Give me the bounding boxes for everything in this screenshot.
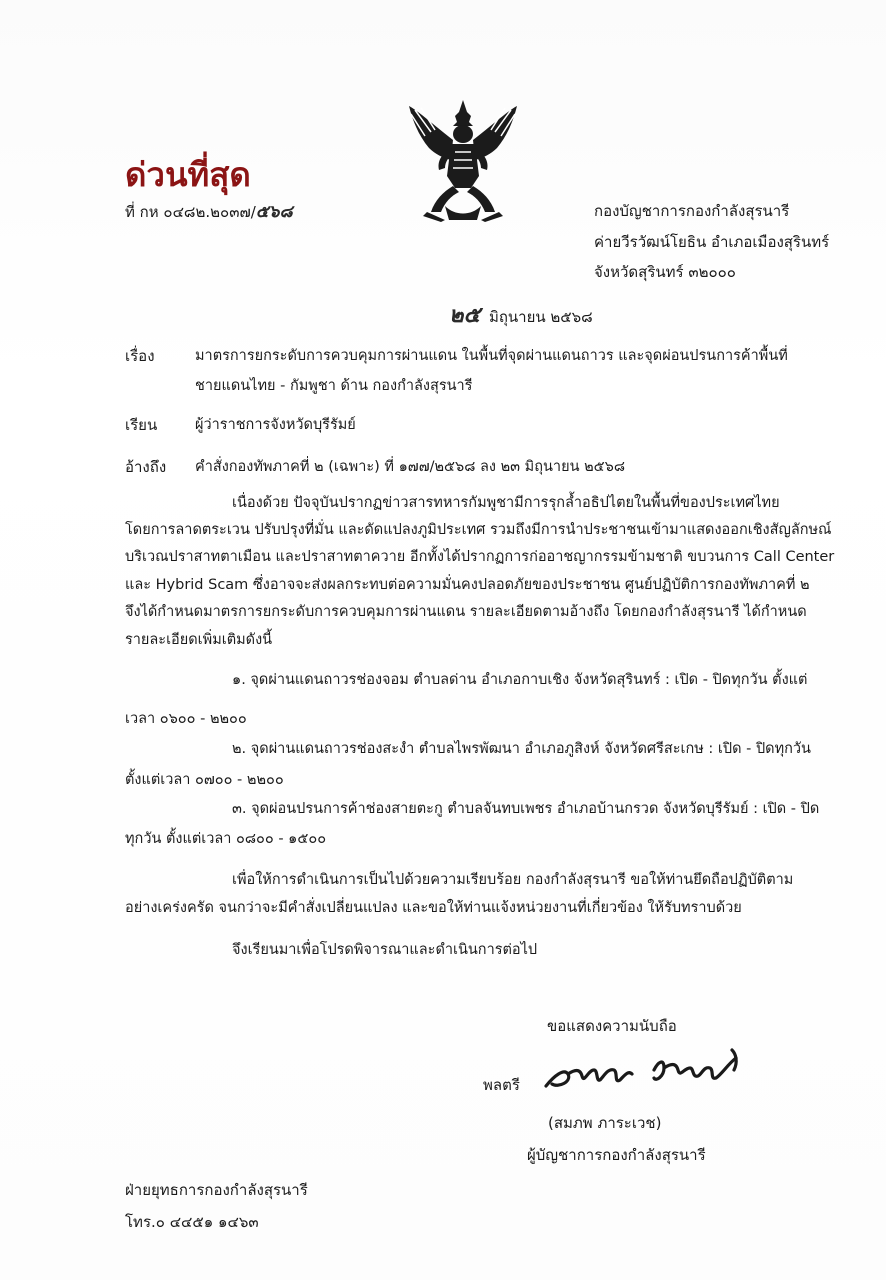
to-value: ผู้ว่าราชการจังหวัดบุรีรัมย์	[195, 417, 356, 433]
body-p1-line5: จึงได้กำหนดมาตรการยกระดับการควบคุมการผ่านแดน รายละเอียดตามอ้างถึง โดยกองกำลังสุรนารี ได้กำหนด	[125, 604, 807, 620]
closing-request: จึงเรียนมาเพื่อโปรดพิจารณาและดำเนินการต่อไป	[232, 942, 538, 958]
org-address-line1: กองบัญชาการกองกำลังสุรนารี	[594, 202, 790, 220]
regards-text: ขอแสดงความนับถือ	[547, 1017, 677, 1035]
body-p1-line4: และ Hybrid Scam ซึ่งอาจจะส่งผลกระทบต่อความมั่นคงปลอดภัยของประชาชน ศูนย์ปฏิบัติการกองทัพภาคที่ ๒	[125, 577, 810, 593]
org-address-line2: ค่ายวีรวัฒน์โยธิน อำเภอเมืองสุรินทร์	[594, 233, 830, 251]
date-day-handwritten: ๒๕	[449, 302, 481, 328]
subject-line1: มาตรการยกระดับการควบคุมการผ่านแดน ในพื้นที่จุดผ่านแดนถาวร และจุดผ่อนปรนการค้าพื้นที่	[195, 348, 788, 364]
signer-rank: พลตรี	[483, 1076, 520, 1094]
item2-line2: ตั้งแต่เวลา ๐๗๐๐ - ๒๒๐๐	[125, 772, 284, 788]
handwritten-signature	[538, 1040, 753, 1102]
ref-number: ๐๔๘๒.๒๐๓๗/	[163, 203, 256, 221]
item3-line2: ทุกวัน ตั้งแต่เวลา ๐๘๐๐ - ๑๕๐๐	[125, 831, 327, 847]
footer-department: ฝ่ายยุทธการกองกำลังสุรนารี	[125, 1181, 308, 1199]
body-p1-line3: บริเวณปราสาทตาเมือน และปราสาทตาควาย อีกทั้งได้ปรากฏการก่ออาชญากรรมข้ามชาติ ขบวนการ Call Center	[125, 549, 835, 565]
body-p1-line2: โดยการลาดตระเวน ปรับปรุงที่มั่น และดัดแปลงภูมิประเทศ รวมถึงมีการนำประชาชนเข้ามาแสดงออกเชิงสัญลักษณ์	[125, 522, 832, 538]
date-rest: มิถุนายน ๒๕๖๘	[488, 308, 593, 326]
document-date	[449, 297, 593, 332]
to-label: เรียน	[125, 416, 158, 434]
item1-line2: เวลา ๐๖๐๐ - ๒๒๐๐	[125, 711, 247, 727]
urgency-label: ด่วนที่สุด	[125, 155, 251, 194]
body-p2-line2: อย่างเคร่งครัด จนกว่าจะมีคำสั่งเปลี่ยนแปลง และขอให้ท่านแจ้งหน่วยงานที่เกี่ยวข้อง ให้รับทราบด้วย	[125, 900, 742, 916]
ref-handwritten: ๕๖๘	[255, 202, 293, 222]
item1-line1: ๑. จุดผ่านแดนถาวรช่องจอม ตำบลด่าน อำเภอกาบเชิง จังหวัดสุรินทร์ : เปิด - ปิดทุกวัน ตั้งแต่	[232, 672, 808, 688]
subject-label: เรื่อง	[125, 347, 155, 365]
signer-position: ผู้บัญชาการกองกำลังสุรนารี	[527, 1146, 706, 1164]
reference-label: อ้างถึง	[125, 458, 167, 476]
subject-line2: ชายแดนไทย - กัมพูชา ด้าน กองกำลังสุรนารี	[195, 378, 473, 394]
org-address-line3: จังหวัดสุรินทร์ ๓๒๐๐๐	[594, 263, 736, 281]
reference-value: คำสั่งกองทัพภาคที่ ๒ (เฉพาะ) ที่ ๑๗๗/๒๕๖๘ ลง ๒๓ มิถุนายน ๒๕๖๘	[195, 459, 626, 475]
garuda-emblem-icon	[405, 96, 521, 224]
signer-name: (สมภพ ภาระเวช)	[548, 1114, 662, 1132]
item3-line1: ๓. จุดผ่อนปรนการค้าช่องสายตะกู ตำบลจันทบเพชร อำเภอบ้านกรวด จังหวัดบุรีรัมย์ : เปิด - ปิด	[232, 801, 820, 817]
body-p2-line1: เพื่อให้การดำเนินการเป็นไปด้วยความเรียบร้อย กองกำลังสุรนารี ขอให้ท่านยึดถือปฏิบัติตาม	[232, 872, 794, 888]
ref-label: ที่ กห	[125, 203, 159, 221]
body-p1-line6: รายละเอียดเพิ่มเติมดังนี้	[125, 632, 273, 648]
footer-phone: โทร.๐ ๔๔๕๑ ๑๔๖๓	[125, 1213, 259, 1231]
item2-line1: ๒. จุดผ่านแดนถาวรช่องสะงำ ตำบลไพรพัฒนา อำเภอภูสิงห์ จังหวัดศรีสะเกษ : เปิด - ปิดทุกวัน	[232, 741, 811, 757]
reference-number	[125, 198, 293, 225]
body-p1-line1: เนื่องด้วย ปัจจุบันปรากฏข่าวสารทหารกัมพูชามีการรุกล้ำอธิปไตยในพื้นที่ของประเทศไทย	[232, 495, 780, 511]
